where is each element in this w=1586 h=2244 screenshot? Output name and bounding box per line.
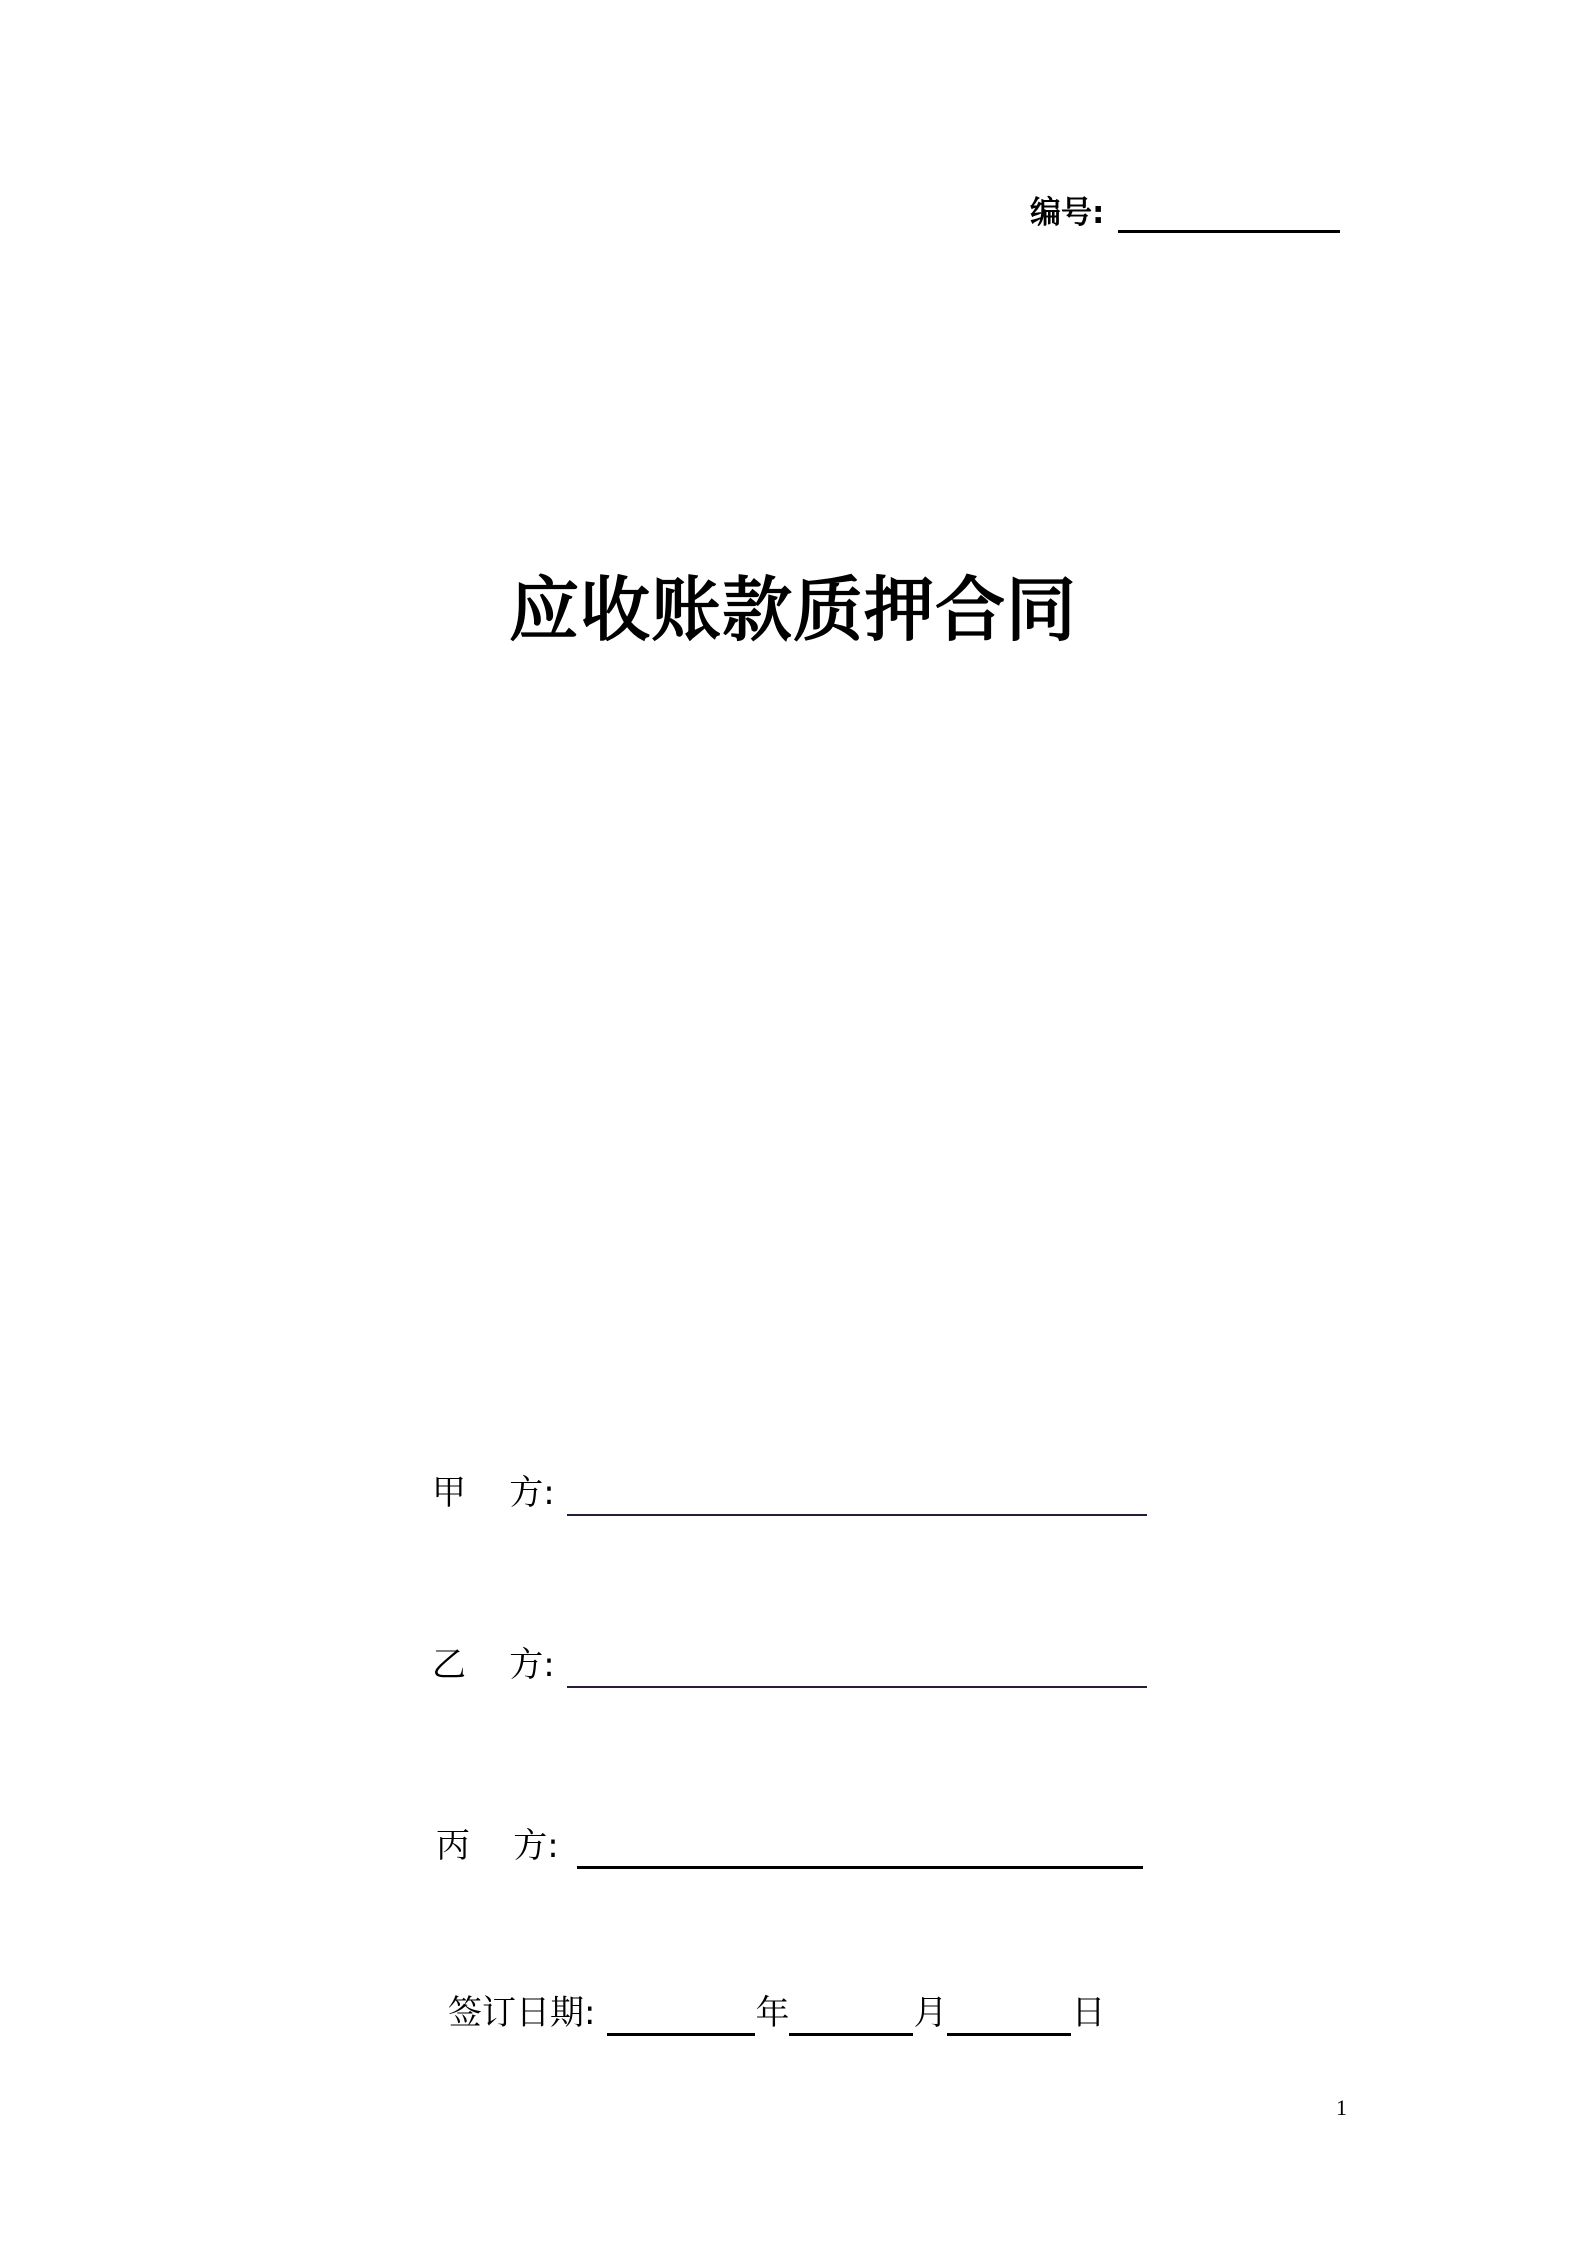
signing-month-label: 月 (913, 1993, 948, 2033)
party-c-label: 丙 方: (436, 1826, 559, 1866)
document-title: 应收账款质押合同 (509, 569, 1077, 651)
party-a-label: 甲 方: (432, 1473, 555, 1513)
signing-day-blank[interactable] (947, 1995, 1071, 2036)
party-c-blank[interactable] (577, 1826, 1143, 1869)
party-b-blank[interactable] (567, 1646, 1147, 1688)
signing-year-blank[interactable] (607, 1995, 755, 2036)
signing-date-label: 签订日期: (448, 1993, 596, 2033)
contract-number-blank[interactable] (1118, 196, 1340, 233)
signing-month-blank[interactable] (789, 1995, 913, 2036)
signing-year-label: 年 (755, 1993, 790, 2033)
party-b-row (432, 1642, 1147, 1688)
signing-day-label: 日 (1071, 1993, 1106, 2033)
contract-number-row (1030, 193, 1340, 233)
page-number: 1 (1336, 2095, 1347, 2120)
signing-date-row (448, 1990, 1105, 2036)
contract-number-label: 编号: (1030, 195, 1105, 231)
party-a-blank[interactable] (567, 1474, 1147, 1516)
party-c-row (436, 1823, 1143, 1869)
party-a-row (432, 1470, 1147, 1516)
party-b-label: 乙 方: (432, 1645, 555, 1685)
